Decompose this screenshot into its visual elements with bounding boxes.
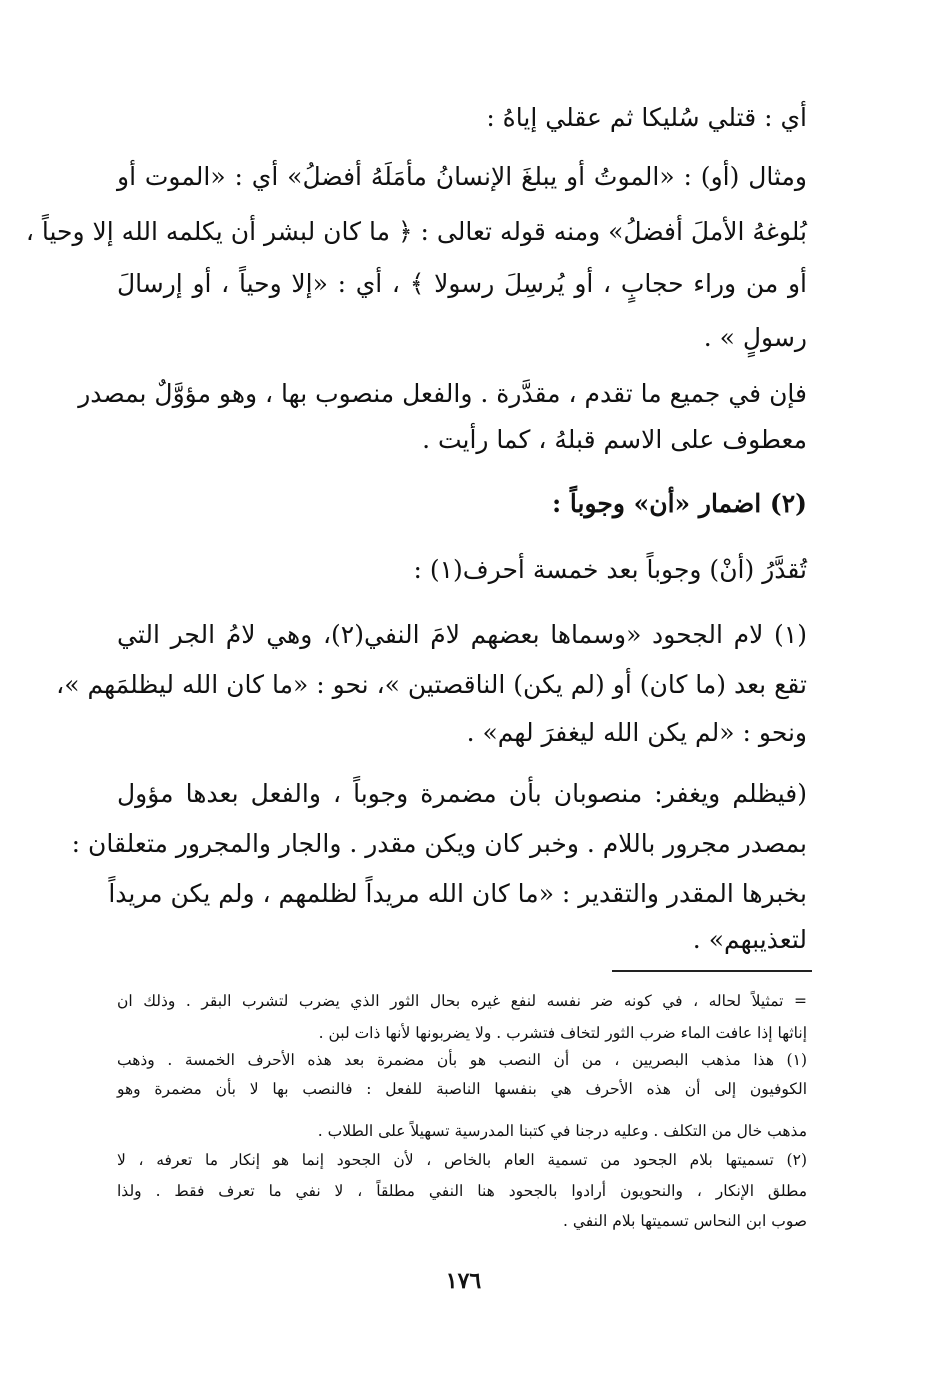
footnote-line: (١) هذا مذهب البصريين ، من أن النصب هو بأن مضمرة بعد هذه الأحرف الخمسة . وذهب [117,1051,807,1069]
text-line: لتعذيبهم» . [692,925,807,954]
footnote-line: (٢) تسميتها بلام الجحود من تسمية العام بالخاص ، لأن الجحود إنما هو إنكار ما تعرفه ، لا [117,1151,807,1169]
footnote-line: = تمثيلاً لحاله ، في كونه ضر نفسه لنفع غيره بحال الثور الذي يضرب لتشرب البقر . وذلك ان [117,992,807,1010]
text-line: (١) لام الجحود «وسماها بعضهم لامَ النفي(٢)، وهي لامُ الجر التي [117,620,807,649]
text-line: معطوف على الاسم قبلهُ ، كما رأيت . [422,425,807,454]
text-line: (فيظلم ويغفر: منصوبان بأن مضمرة وجوباً ، والفعل بعدها مؤول [117,779,807,808]
footnote-line: الكوفيون إلى أن هذه الأحرف هي بنفسها الناصبة للفعل : فالنصب بها لا بأن مضمرة وهو [117,1080,807,1098]
footnote-separator [612,970,812,972]
text-line: ونحو : «لم يكن الله ليغفرَ لهم» . [466,718,807,747]
text-line: رسولٍ » . [703,323,807,352]
text-line: أي : قتلي سُليكا ثم عقلي إياهُ : [486,103,807,132]
text-line: بخبرها المقدر والتقدير : «ما كان الله مريداً لظلمهم ، ولم يكن مريداً [108,879,807,908]
footnote-line: صوب ابن النحاس تسميتها بلام النفي . [563,1212,807,1230]
text-line: بُلوغهُ الأملَ أفضلُ» ومنه قوله تعالى : ﴿ ما كان لبشر أن يكلمه الله إلا وحياً ، [25,217,807,246]
text-line: بمصدر مجرور باللام . وخبر كان ويكن مقدر . والجار والمجرور متعلقان : [71,829,807,858]
text-line: تُقدَّرُ (أنْ) وجوباً بعد خمسة أحرف(١) : [413,555,807,584]
footnote-line: مذهب خال من التكلف . وعليه درجنا في كتبنا المدرسية تسهيلاً على الطلاب . [317,1122,807,1140]
text-line: فإن في جميع ما تقدم ، مقدَّرة . والفعل منصوب بها ، وهو مؤوَّلٌ بمصدر [78,379,807,408]
section-heading: (٢) اضمار «أن» وجوباً : [551,489,807,518]
text-line: ومثال (أو) : «الموتُ أو يبلغَ الإنسانُ مأمَلَهُ أفضلُ» أي : «الموت أو [117,162,807,191]
footnote-line: مطلق الإنكار ، والنحويون أرادوا بالجحود هنا النفي مطلقاً ، لا نفي ما تعرف فقط . ولذا [117,1182,807,1200]
text-line: تقع بعد (ما كان) أو (لم يكن) الناقصتين »، نحو : «ما كان الله ليظلمَهم »، [56,670,807,699]
text-line: أو من وراء حجابٍ ، أو يُرسِلَ رسولا ﴾ ، أي : «إلا وحياً ، أو إرسالَ [117,269,807,298]
footnote-line: إناثها إذا عافت الماء ضرب الثور لتخاف فتشرب . ولا يضربونها لأنها ذات لبن . [318,1024,807,1042]
page-number: ١٧٦ [445,1268,482,1294]
